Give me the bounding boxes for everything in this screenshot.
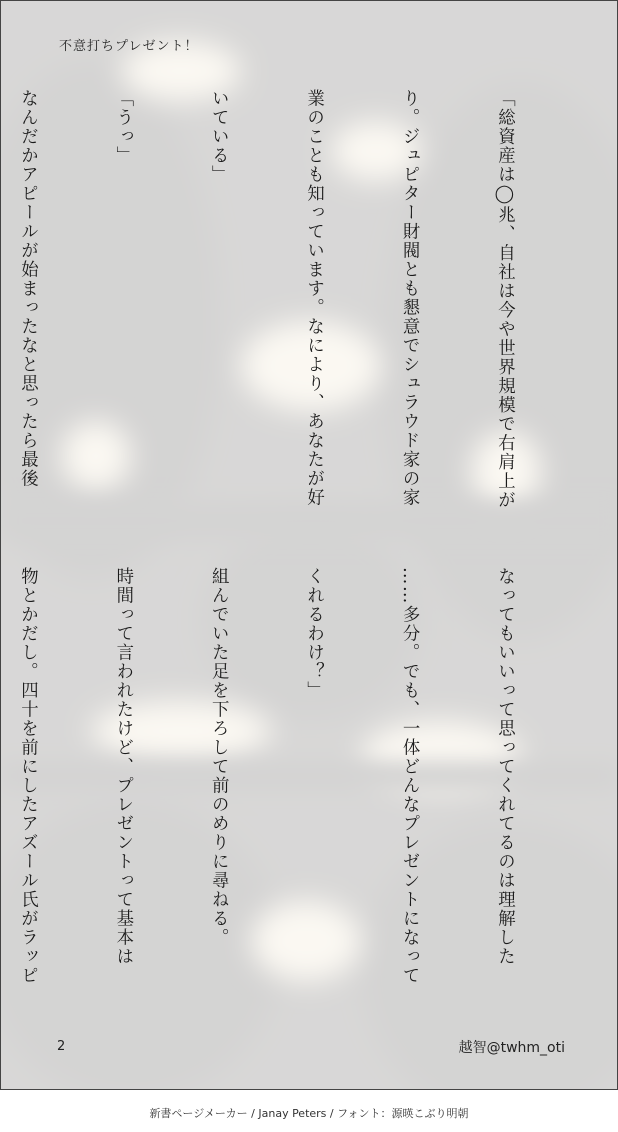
text-line: り。ジュピター財閥とも懇意でシュラウド家の家: [399, 89, 420, 507]
text-line: 「うっ」: [112, 89, 133, 165]
text-line: 時間って言われたけど、プレゼントって基本は: [112, 567, 133, 966]
footer-credit: 新書ページメーカー / Janay Peters / フォント：源暎こぶり明朝: [149, 1107, 469, 1120]
text-line: くれるわけ？」: [303, 567, 324, 700]
text-line: 「総資産は◯兆、自社は今や世界規模で右肩上が: [494, 89, 515, 510]
text-block-lower: [17, 567, 583, 1035]
author-handle: 越智@twhm_oti: [458, 1040, 565, 1056]
text-line: 業のことも知っています。なにより、あなたが好: [303, 89, 324, 507]
text-line: 物とかだし。四十を前にしたアズール氏がラッピ: [17, 567, 38, 985]
text-line: 組んでいた足を下ろして前のめりに尋ねる。: [208, 567, 229, 947]
text-line: なってもいいって思ってくれてるのは理解した: [494, 567, 515, 966]
text-line: ……多分。でも、一体どんなプレゼントになって: [399, 567, 420, 985]
text-line: いている」: [208, 89, 229, 184]
chapter-title: 不意打ちプレゼント！: [59, 39, 199, 54]
page-number: 2: [57, 1039, 66, 1054]
text-block-upper: [17, 89, 583, 557]
text-line: なんだかアピールが始まったなと思ったら最後: [17, 89, 38, 488]
